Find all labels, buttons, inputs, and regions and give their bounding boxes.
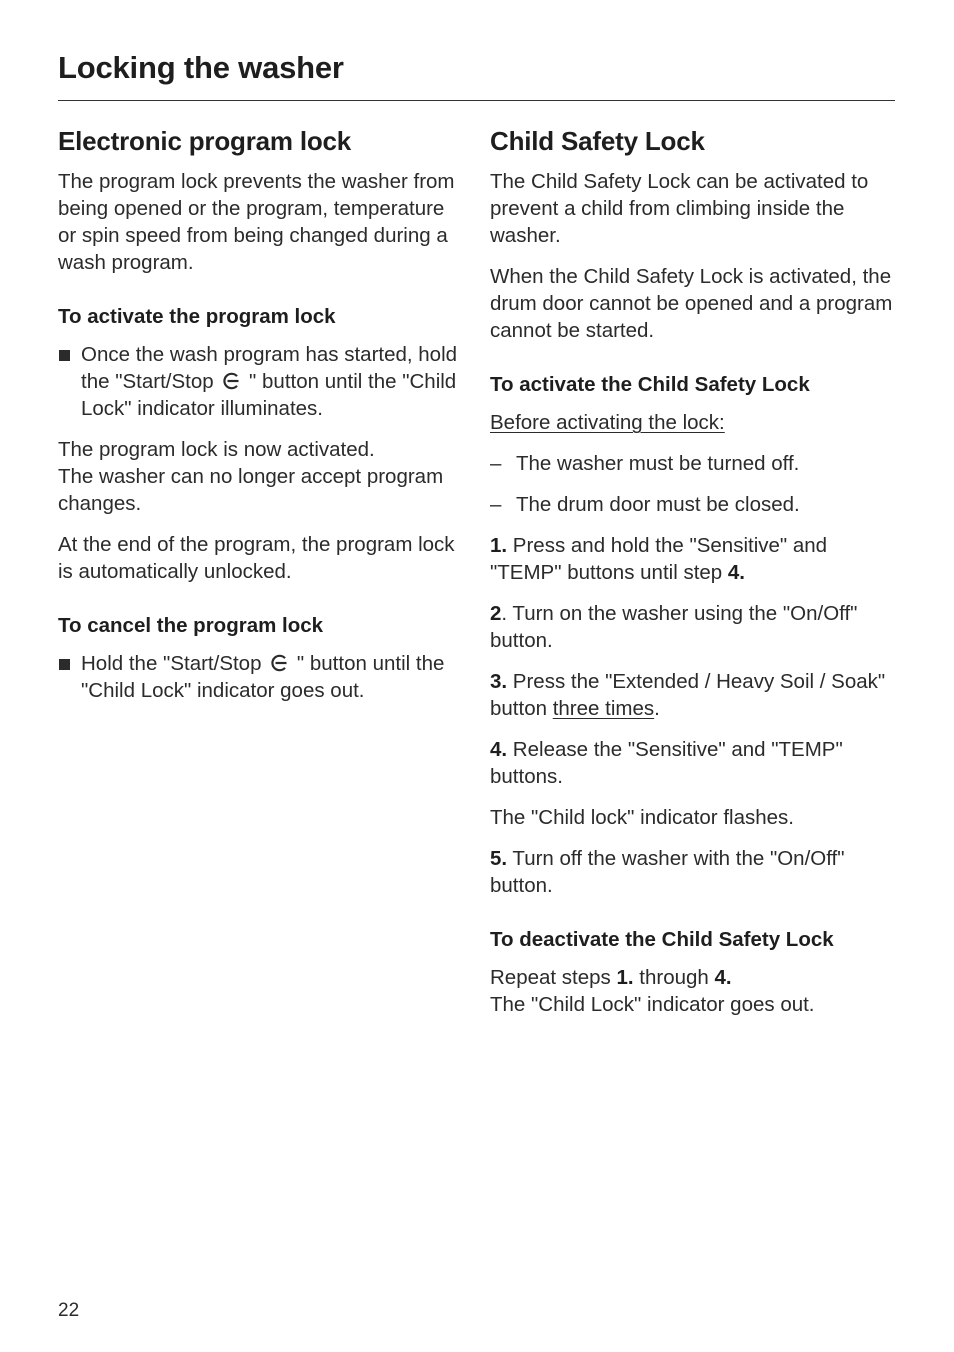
step-ref: 4.: [727, 561, 745, 584]
step-5: [490, 845, 900, 899]
title-divider: [58, 100, 895, 101]
child-lock-intro-1: The Child Safety Lock can be activated to prevent a child from climbing inside the washer.: [490, 170, 869, 247]
before-activating-label: [490, 409, 900, 436]
step-number: 4.: [490, 738, 508, 761]
step-number: 3.: [490, 670, 508, 693]
cancel-bullet-text-1: Hold the "Start/Stop: [81, 652, 262, 675]
page-number: 22: [58, 1300, 80, 1321]
right-column: [490, 124, 900, 1018]
step-4: [490, 736, 900, 790]
program-lock-activated-text: [58, 436, 460, 517]
repeat-steps-text: [490, 964, 900, 1018]
condition-item: [490, 491, 900, 518]
condition-item: [490, 450, 900, 477]
program-end-text: At the end of the program, the program lock is automatically unlocked.: [58, 533, 455, 583]
bullet-square-icon: [59, 350, 70, 361]
bullet-square-icon: [59, 659, 70, 670]
step-text: Release the "Sensitive" and "TEMP" buttons.: [490, 738, 843, 788]
start-stop-icon: [221, 371, 241, 391]
step-2: [490, 600, 900, 654]
step-number: 2: [490, 602, 502, 625]
step-text: Turn off the washer with the "On/Off" button.: [490, 847, 845, 897]
indicator-goes-out-text: The "Child Lock" indicator goes out.: [490, 993, 815, 1016]
activate-bullet: [58, 341, 460, 422]
dash-mark: –: [490, 493, 502, 516]
child-lock-intro-2: When the Child Safety Lock is activated, the drum door cannot be opened and a program cannot be started.: [490, 265, 893, 342]
page-title: Locking the washer: [58, 50, 344, 85]
step-3: [490, 668, 900, 722]
repeat-from: 1.: [616, 966, 634, 989]
step-1: [490, 532, 900, 586]
step-emphasis: three times: [552, 697, 655, 720]
step-text: Press and hold the "Sensitive" and "TEMP" buttons until step: [490, 534, 828, 584]
dash-mark: –: [490, 452, 502, 475]
section-heading-program-lock: Electronic program lock: [58, 126, 352, 156]
activated-line-2: The washer can no longer accept program changes.: [58, 465, 444, 515]
activate-bullet-text-1: Once the wash program has started, hold the "Start/Stop: [81, 343, 458, 393]
repeat-prefix: Repeat steps: [490, 966, 617, 989]
activate-program-lock-heading: To activate the program lock: [58, 305, 336, 328]
cancel-bullet-text-2: " button until the "Child Lock" indicator goes out.: [81, 652, 445, 702]
activate-child-lock-heading: To activate the Child Safety Lock: [490, 373, 810, 396]
step-number: 5.: [490, 847, 508, 870]
condition-text: The drum door must be closed.: [516, 493, 800, 516]
deactivate-child-lock-heading: To deactivate the Child Safety Lock: [490, 928, 834, 951]
activate-bullet-text-2: " button until the "Child Lock" indicator illuminates.: [81, 370, 457, 420]
flash-indicator-text: The "Child lock" indicator flashes.: [490, 806, 794, 829]
cancel-program-lock-heading: To cancel the program lock: [58, 614, 324, 637]
section-heading-child-safety-lock: Child Safety Lock: [490, 126, 705, 156]
activated-line-1: The program lock is now activated.: [58, 438, 375, 461]
condition-text: The washer must be turned off.: [516, 452, 800, 475]
program-lock-intro: The program lock prevents the washer from being opened or the program, temperature or spin speed from being changed during a wash program.: [58, 170, 455, 274]
left-column: [58, 124, 460, 718]
repeat-mid: through: [633, 966, 715, 989]
start-stop-icon: [269, 653, 289, 673]
step-number: 1.: [490, 534, 508, 557]
cancel-bullet: [58, 650, 460, 704]
before-activating-text: Before activating the lock:: [490, 411, 725, 434]
step-text: . Turn on the washer using the "On/Off" button.: [490, 602, 858, 652]
step-text: Press the "Extended / Heavy Soil / Soak" button: [490, 670, 886, 720]
step-end: .: [654, 697, 660, 720]
repeat-to: 4.: [714, 966, 732, 989]
